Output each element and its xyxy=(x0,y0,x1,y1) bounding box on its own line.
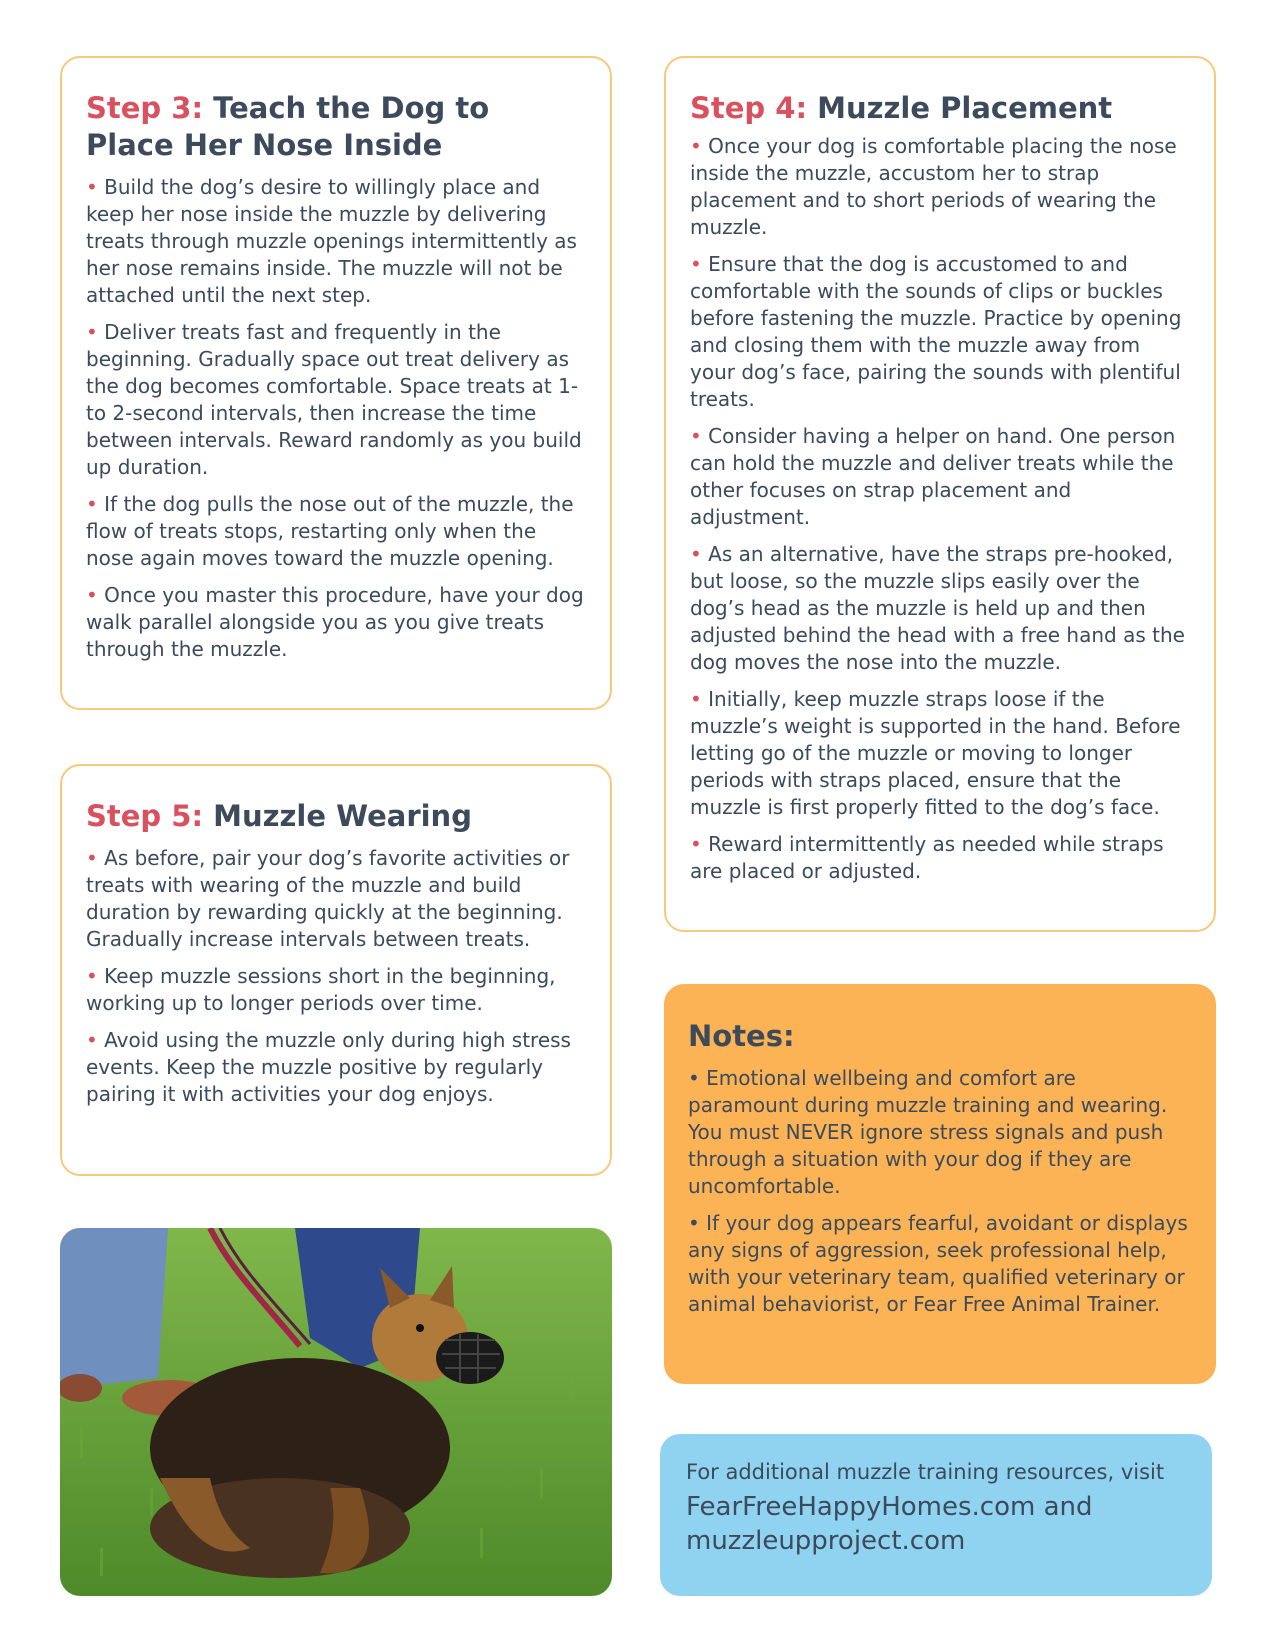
dog-photo-illustration xyxy=(60,1228,612,1596)
step5-bullet: • Avoid using the muzzle only during high stress events. Keep the muzzle positive by regularly pairing it with activities your dog enjoys. xyxy=(86,1028,571,1106)
step4-bullet: • As an alternative, have the straps pre-hooked, but loose, so the muzzle slips easily over the dog’s head as the muzzle is held up and then adjusted behind the head with a free hand as the dog moves the nose into the muzzle. xyxy=(690,542,1185,674)
notes-bullet: • Emotional wellbeing and comfort are paramount during muzzle training and wearing. You must NEVER ignore stress signals and push through a situation with your dog if they are uncomfortable. xyxy=(688,1066,1168,1198)
dog-muzzle-photo xyxy=(60,1228,612,1596)
bullet-dot: • xyxy=(688,1066,700,1090)
bullet-dot: • xyxy=(690,832,702,856)
bullet-dot: • xyxy=(690,134,702,158)
step5-bullet: • As before, pair your dog’s favorite activities or treats with wearing of the muzzle and build duration by rewarding quickly at the beginning. Gradually increase intervals between treats. xyxy=(86,846,570,951)
step3-label: Step 3: xyxy=(86,91,204,125)
step4-heading xyxy=(690,90,1190,127)
step5-title: Muzzle Wearing xyxy=(203,799,472,833)
bullet-dot: • xyxy=(86,964,98,988)
bullet-dot: • xyxy=(86,846,98,870)
bullet-dot: • xyxy=(86,320,98,344)
bullet-dot: • xyxy=(690,542,702,566)
step3-heading xyxy=(86,90,586,164)
bullet-dot: • xyxy=(86,492,98,516)
resources-links: FearFreeHappyHomes.com and muzzleupproject.com xyxy=(686,1492,1093,1556)
bullet-dot: • xyxy=(690,424,702,448)
step4-bullet: • Ensure that the dog is accustomed to and comfortable with the sounds of clips or buckles before fastening the muzzle. Practice by opening and closing them with the muzzle away from your dog’s face, pairing the sounds with plentiful treats. xyxy=(690,252,1182,411)
step3-title: Teach the Dog to Place Her Nose Inside xyxy=(86,91,490,162)
step5-heading xyxy=(86,798,586,835)
step4-bullet: • Initially, keep muzzle straps loose if the muzzle’s weight is supported in the hand. Before letting go of the muzzle or moving to longer periods with straps placed, ensure that the muzzle is first properly fitted to the dog’s face. xyxy=(690,687,1181,819)
step3-card xyxy=(60,56,612,710)
step4-title: Muzzle Placement xyxy=(807,91,1113,125)
bullet-dot: • xyxy=(690,687,702,711)
step5-card xyxy=(60,764,612,1176)
bullet-dot: • xyxy=(86,175,98,199)
step4-label: Step 4: xyxy=(690,91,808,125)
notes-title: Notes: xyxy=(688,1019,795,1053)
bullet-dot: • xyxy=(688,1211,700,1235)
notes-box xyxy=(664,984,1216,1384)
step5-label: Step 5: xyxy=(86,799,204,833)
step3-bullet: • If the dog pulls the nose out of the muzzle, the flow of treats stops, restarting only when the nose again moves toward the muzzle opening. xyxy=(86,492,574,570)
step5-bullet: • Keep muzzle sessions short in the beginning, working up to longer periods over time. xyxy=(86,964,556,1015)
resources-intro: For additional muzzle training resources, visit xyxy=(686,1460,1165,1484)
bullet-dot: • xyxy=(690,252,702,276)
step4-bullet: • Once your dog is comfortable placing the nose inside the muzzle, accustom her to strap placement and to short periods of wearing the muzzle. xyxy=(690,134,1177,239)
step4-card xyxy=(664,56,1216,932)
step3-bullet: • Once you master this procedure, have your dog walk parallel alongside you as you give treats through the muzzle. xyxy=(86,583,584,661)
bullet-dot: • xyxy=(86,583,98,607)
step3-bullet: • Deliver treats fast and frequently in the beginning. Gradually space out treat delivery as the dog becomes comfortable. Space treats at 1- to 2-second intervals, then increase the time between intervals. Reward randomly as you build up duration. xyxy=(86,320,582,479)
step3-bullet: • Build the dog’s desire to willingly place and keep her nose inside the muzzle by delivering treats through muzzle openings intermittently as her nose remains inside. The muzzle will not be attached until the next step. xyxy=(86,175,577,307)
bullet-dot: • xyxy=(86,1028,98,1052)
notes-bullet: • If your dog appears fearful, avoidant or displays any signs of aggression, seek professional help, with your veterinary team, qualified veterinary or animal behaviorist, or Fear Free Animal Trainer. xyxy=(688,1211,1188,1316)
step4-bullet: • Consider having a helper on hand. One person can hold the muzzle and deliver treats while the other focuses on strap placement and adjustment. xyxy=(690,424,1176,529)
step4-bullet: • Reward intermittently as needed while straps are placed or adjusted. xyxy=(690,832,1164,883)
resources-box xyxy=(660,1434,1212,1596)
